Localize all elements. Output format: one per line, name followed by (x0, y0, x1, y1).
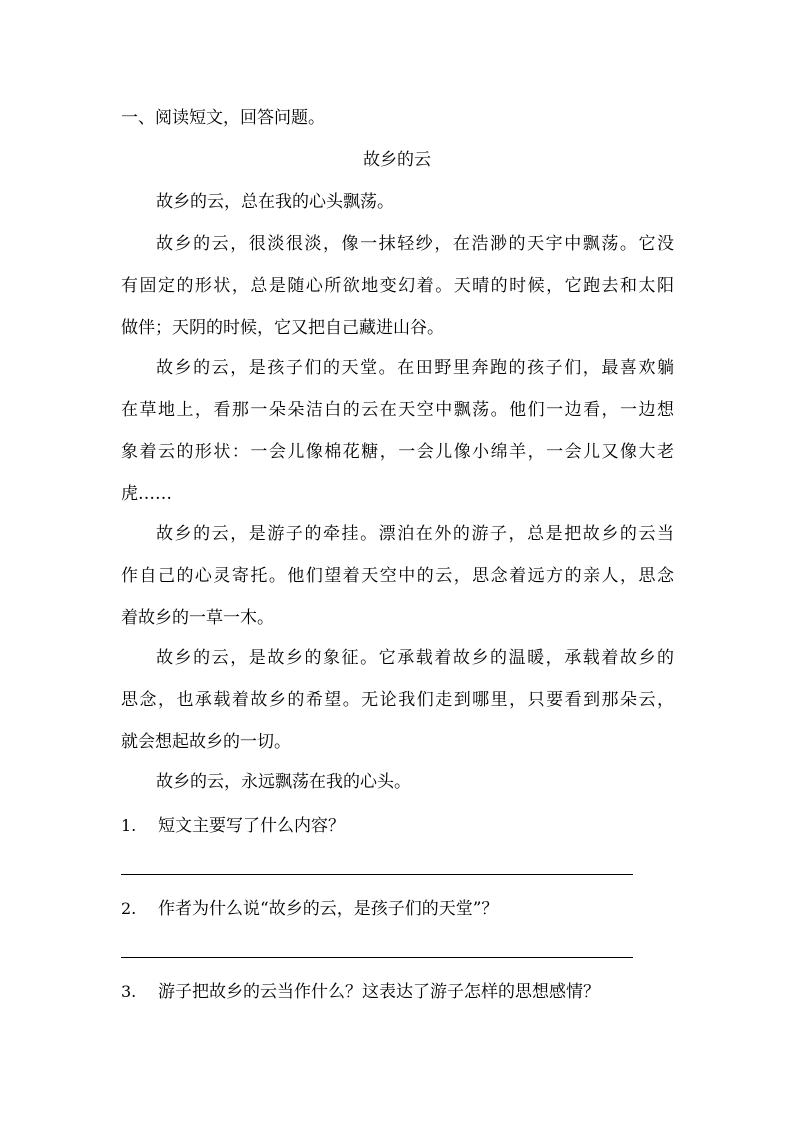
paragraph-5-line-3: 就会想起故乡的一切。 (121, 732, 291, 752)
paragraph-2-line-1: 故乡的云，很淡很淡，像一抹轻纱，在浩渺的天宇中飘荡。它没 (156, 234, 674, 254)
paragraph-3-line-3: 象着云的形状：一会儿像棉花糖，一会儿像小绵羊，一会儿又像大老 (121, 442, 674, 462)
passage-title: 故乡的云 (363, 150, 431, 170)
paragraph-3-line-1: 故乡的云，是孩子们的天堂。在田野里奔跑的孩子们，最喜欢躺 (156, 358, 674, 378)
paragraph-2-line-3: 做伴；天阴的时候，它又把自己藏进山谷。 (121, 318, 444, 338)
question-1-text: 短文主要写了什么内容？ (158, 816, 345, 836)
question-1-answer-line[interactable] (121, 874, 633, 875)
paragraph-4-line-2: 作自己的心灵寄托。他们望着天空中的云，思念着远方的亲人，思念 (121, 566, 674, 586)
question-2-text: 作者为什么说“故乡的云，是孩子们的天堂”？ (158, 899, 499, 919)
paragraph-2-line-2: 有固定的形状，总是随心所欲地变幻着。天晴的时候，它跑去和太阳 (121, 276, 674, 296)
question-2-number: 2. (121, 899, 137, 918)
paragraph-3-line-2: 在草地上，看那一朵朵洁白的云在天空中飘荡。他们一边看，一边想 (121, 400, 674, 420)
section-heading: 一、阅读短文，回答问题。 (121, 108, 325, 128)
paragraph-5-line-2: 思念，也承载着故乡的希望。无论我们走到哪里，只要看到那朵云， (121, 690, 674, 710)
question-3-number: 3. (121, 982, 137, 1001)
paragraph-1-line-1: 故乡的云，总在我的心头飘荡。 (156, 192, 394, 212)
paragraph-5-line-1: 故乡的云，是故乡的象征。它承载着故乡的温暖，承载着故乡的 (156, 648, 674, 668)
paragraph-4-line-1: 故乡的云，是游子的牵挂。漂泊在外的游子，总是把故乡的云当 (156, 524, 674, 544)
question-2-answer-line[interactable] (121, 957, 633, 958)
paragraph-6-line-1: 故乡的云，永远飘荡在我的心头。 (156, 772, 411, 792)
paragraph-3-line-4: 虎…… (121, 484, 172, 504)
question-3-text: 游子把故乡的云当作什么？这表达了游子怎样的思想感情？ (158, 982, 600, 1002)
question-1-number: 1. (121, 816, 137, 835)
paragraph-4-line-3: 着故乡的一草一木。 (121, 608, 274, 628)
